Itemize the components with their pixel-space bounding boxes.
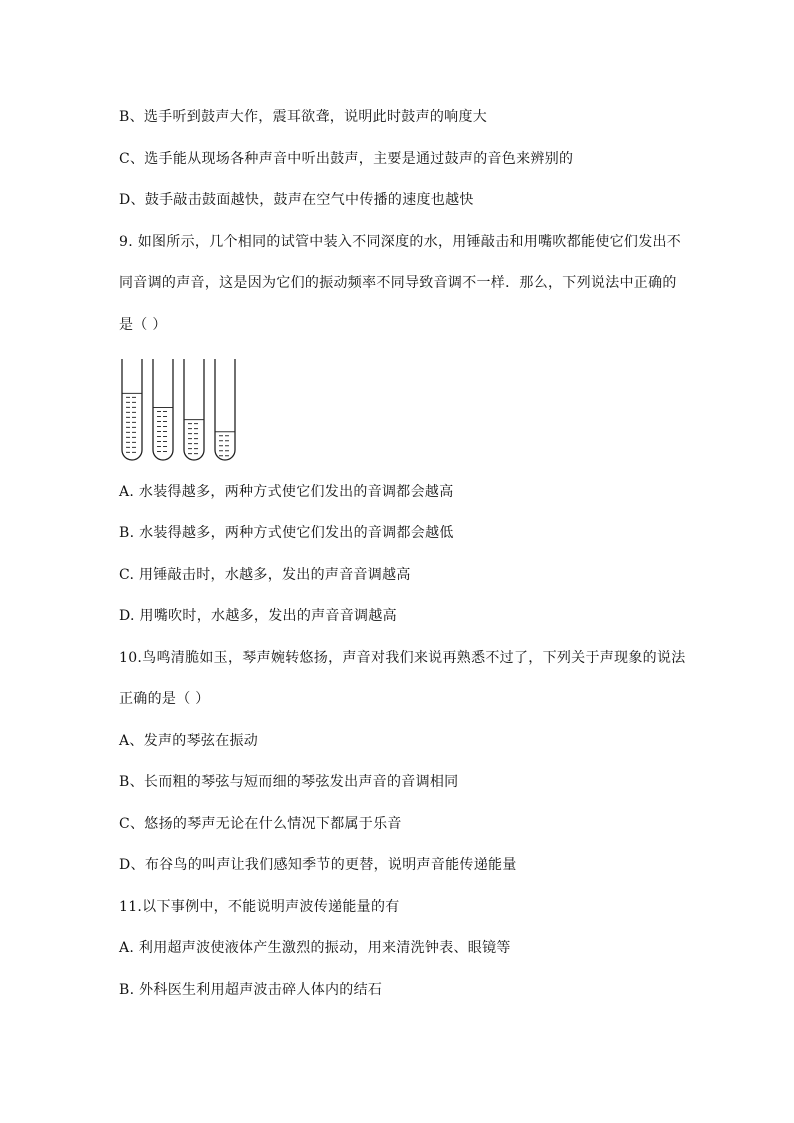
q10-stem-line-1: 10.鸟鸣清脆如玉，琴声婉转悠扬，声音对我们来说再熟悉不过了，下列关于声现象的说法 bbox=[119, 650, 686, 666]
q9-option-d: D. 用嘴吹时，水越多，发出的声音音调越高 bbox=[119, 608, 397, 624]
test-tube bbox=[122, 359, 142, 460]
q9-option-b: B. 水装得越多，两种方式使它们发出的音调都会越低 bbox=[119, 525, 454, 541]
q8-option-b: B、选手听到鼓声大作，震耳欲聋，说明此时鼓声的响度大 bbox=[119, 109, 488, 125]
q9-option-a: A. 水装得越多，两种方式使它们发出的音调都会越高 bbox=[119, 484, 454, 500]
q9-stem-line-3: 是（ ） bbox=[119, 317, 167, 333]
q9-stem-line-2: 同音调的声音，这是因为它们的振动频率不同导致音调不一样．那么，下列说法中正确的 bbox=[119, 275, 677, 291]
test-tube bbox=[184, 359, 204, 460]
test-tube bbox=[153, 359, 173, 460]
q10-stem-line-2: 正确的是（ ） bbox=[119, 691, 210, 707]
q9-stem-line-1: 9. 如图所示，几个相同的试管中装入不同深度的水，用锤敲击和用嘴吹都能使它们发出不 bbox=[119, 234, 682, 250]
q10-option-b: B、长而粗的琴弦与短而细的琴弦发出声音的音调相同 bbox=[119, 774, 459, 790]
test-tubes-figure bbox=[116, 357, 251, 465]
q9-option-c: C. 用锤敲击时，水越多，发出的声音音调越高 bbox=[119, 567, 411, 583]
q11-option-a: A. 利用超声波使液体产生激烈的振动，用来清洗钟表、眼镜等 bbox=[119, 940, 511, 956]
q10-option-d: D、布谷鸟的叫声让我们感知季节的更替，说明声音能传递能量 bbox=[119, 857, 517, 873]
q8-option-c: C、选手能从现场各种声音中听出鼓声，主要是通过鼓声的音色来辨别的 bbox=[119, 151, 574, 167]
test-tube bbox=[215, 359, 235, 460]
q10-option-c: C、悠扬的琴声无论在什么情况下都属于乐音 bbox=[119, 816, 402, 832]
q11-stem-line-1: 11.以下事例中，不能说明声波传递能量的有 bbox=[119, 899, 400, 915]
q8-option-d: D、鼓手敲击鼓面越快，鼓声在空气中传播的速度也越快 bbox=[119, 192, 474, 208]
q11-option-b: B. 外科医生利用超声波击碎人体内的结石 bbox=[119, 982, 383, 998]
q10-option-a: A、发声的琴弦在振动 bbox=[119, 733, 259, 749]
